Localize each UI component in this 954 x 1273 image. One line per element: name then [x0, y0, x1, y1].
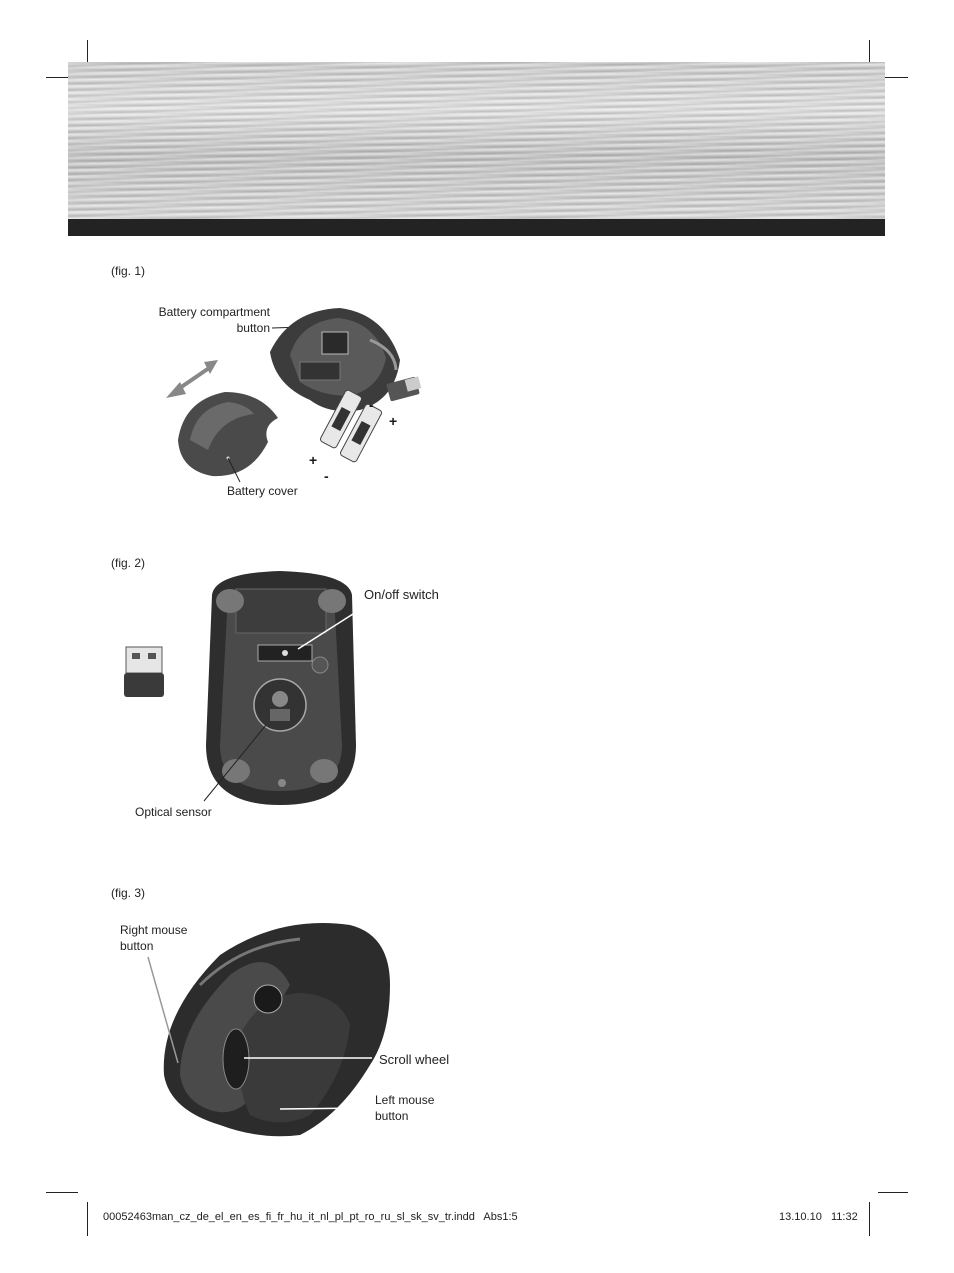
left-mouse-button-callout: [375, 1092, 434, 1124]
crop-mark-bottom-right-h: [878, 1192, 908, 1193]
fig-1-label: (fig. 1): [111, 264, 146, 278]
callout-line-1: Right mouse: [120, 923, 188, 937]
double-arrow-icon: [166, 360, 218, 398]
right-mouse-button-leader: [148, 957, 178, 1063]
battery-cover-callout: Battery cover: [227, 484, 298, 498]
polarity-plus-1: +: [389, 413, 398, 429]
footer-date: 13.10.10 11:32: [779, 1211, 858, 1223]
callout-line-2: button: [120, 939, 154, 953]
fig-3-illustration: [140, 915, 400, 1140]
fig-3-label: (fig. 3): [111, 886, 146, 900]
scroll-wheel-callout: Scroll wheel: [379, 1052, 450, 1067]
crop-mark-bottom-left-h: [46, 1192, 78, 1193]
mouse-open-body: [270, 308, 400, 411]
callout-line-2: button: [236, 321, 270, 335]
header-banner: [68, 62, 885, 219]
fig-2-label: (fig. 2): [111, 556, 146, 570]
callout-line-1: Left mouse: [375, 1093, 435, 1107]
usb-receiver-icon: [124, 647, 164, 697]
battery-cover: [178, 392, 278, 476]
footer-filename: 00052463man_cz_de_el_en_es_fi_fr_hu_it_nl_pl_pt_ro_ru_sl_sk_sv_tr.indd Abs1:5: [103, 1211, 518, 1223]
polarity-plus-2: +: [309, 452, 318, 468]
fig-1-illustration: [150, 300, 450, 500]
polarity-minus-1: -: [369, 397, 374, 413]
polarity-minus-2: -: [324, 468, 329, 484]
left-mouse-button-leader: [280, 1108, 366, 1109]
callout-line-1: Battery compartment: [158, 305, 270, 319]
callout-line-2: button: [375, 1109, 409, 1123]
header-banner-bar: [68, 219, 885, 236]
crop-mark-bottom-left-v: [87, 1202, 88, 1236]
on-off-switch-callout: On/off switch: [364, 587, 439, 602]
crop-mark-bottom-right-v: [869, 1202, 870, 1236]
optical-sensor-callout: Optical sensor: [135, 805, 212, 819]
mouse-top-view: [164, 923, 390, 1136]
mouse-underside: [206, 571, 356, 805]
fig-2-illustration: [120, 565, 380, 810]
